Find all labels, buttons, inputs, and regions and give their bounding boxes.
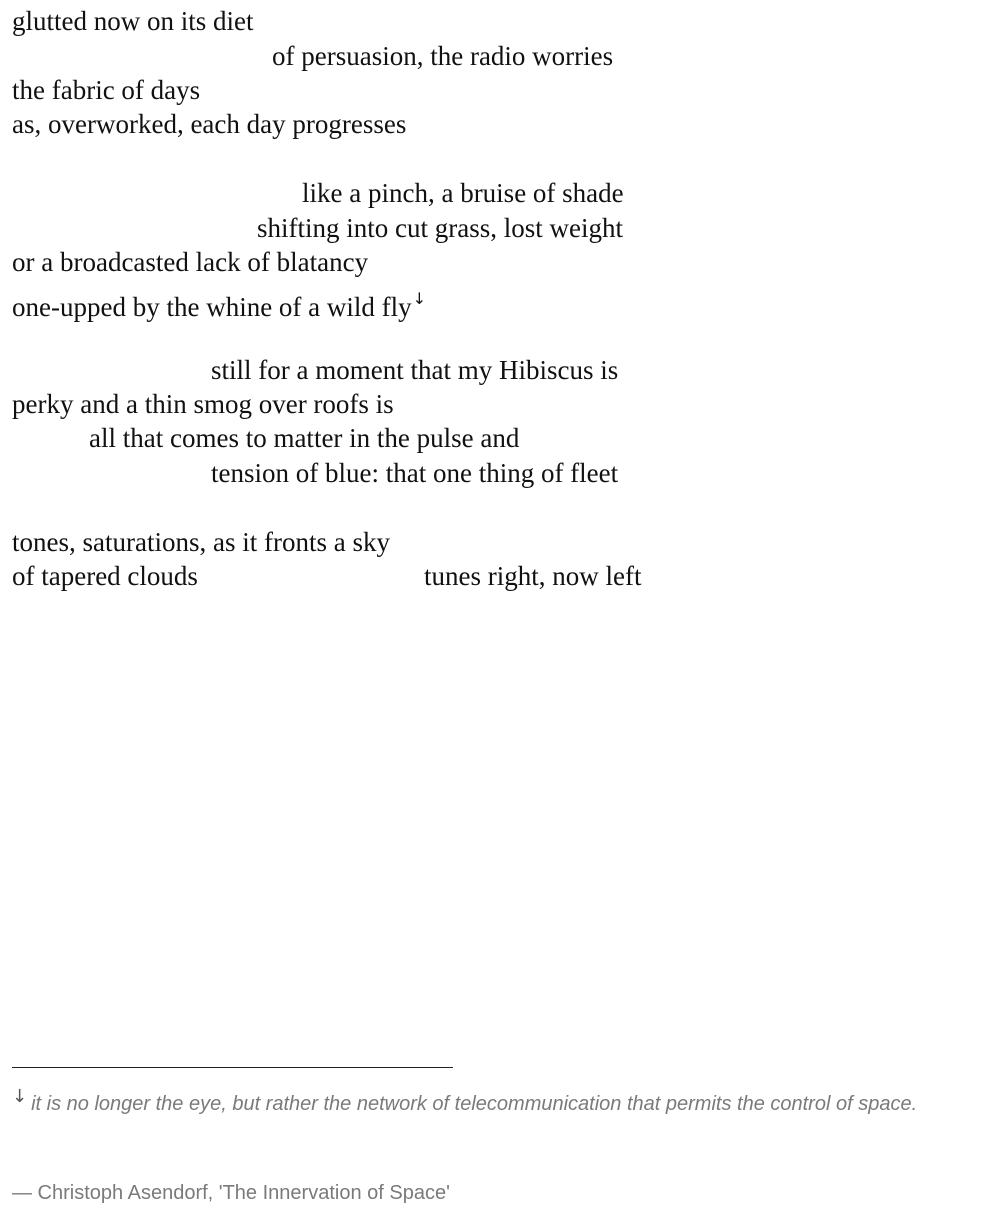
poem-line: tunes right, now left: [424, 561, 642, 591]
poem-line: as, overworked, each day progresses: [12, 109, 407, 139]
footnote: [12, 1086, 990, 1119]
poem-line: still for a moment that my Hibiscus is: [211, 355, 619, 385]
footnote-divider: [12, 1067, 453, 1068]
poem-line: glutted now on its diet: [12, 6, 254, 36]
footnote-text: it is no longer the eye, but rather the network of telecommunication that permits the control of space.: [31, 1093, 918, 1115]
poem-line: all that comes to matter in the pulse and: [89, 423, 520, 453]
poem-line: of persuasion, the radio worries: [272, 41, 614, 71]
poem-line: of tapered clouds: [12, 561, 198, 591]
poem-line: tones, saturations, as it fronts a sky: [12, 527, 390, 557]
footnote-attribution: — Christoph Asendorf, 'The Innervation of Space': [12, 1182, 450, 1204]
poem-line: shifting into cut grass, lost weight: [257, 213, 623, 243]
poem-line-with-footnote: [12, 284, 426, 324]
poem-line-text: one-upped by the whine of a wild fly: [12, 292, 412, 322]
poem-line: or a broadcasted lack of blatancy: [12, 247, 369, 277]
poem-line: tension of blue: that one thing of fleet: [211, 458, 619, 488]
poem-line: like a pinch, a bruise of shade: [302, 178, 624, 208]
footnote-back-arrow-icon[interactable]: ↓: [12, 1086, 28, 1107]
poem-line: perky and a thin smog over roofs is: [12, 389, 394, 419]
poem-line: the fabric of days: [12, 75, 201, 105]
footnote-ref-arrow-icon[interactable]: ↓: [412, 289, 427, 308]
